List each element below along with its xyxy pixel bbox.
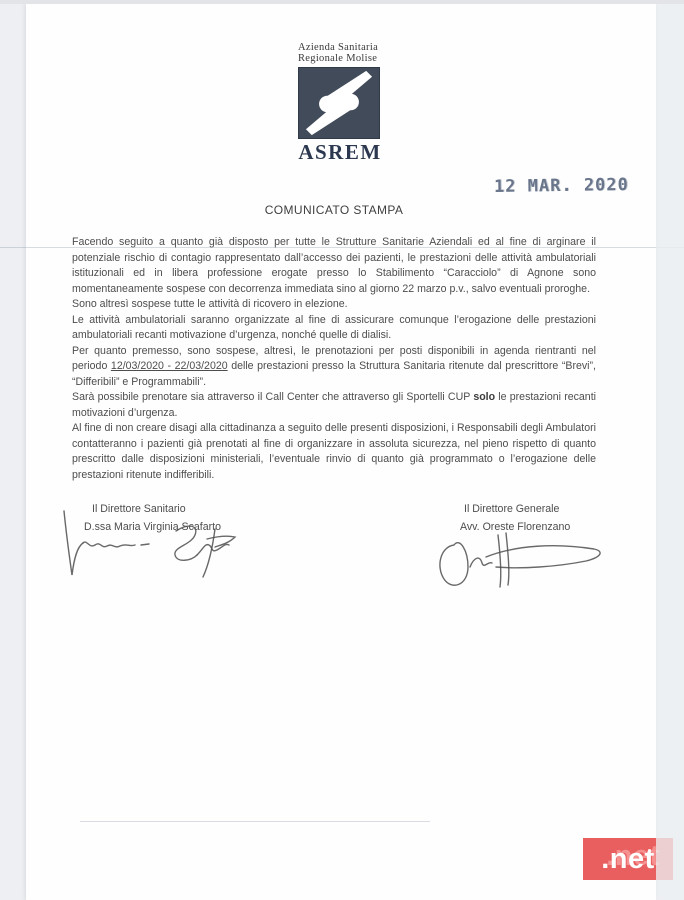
scan-right-margin [656, 0, 684, 900]
asrem-logo [298, 42, 408, 165]
signature-right-name: Avv. Oreste Florenzano [460, 521, 571, 533]
paragraph: Facendo seguito a quanto già disposto per tutte le Strutture Sanitarie Aziendali ed al fine di arginare il potenziale rischio di contagio rappresentato dall’accesso dei pazienti, le prestazioni delle attività ambulatoriali istituzionali ed in libera professione erogate presso lo Stabilimento “Caracciolo” di Agnone sono momentaneamente sospese con decorrenza immediata sino al giorno 22 marzo p.v., salvo eventuali proroghe. [72, 236, 596, 295]
paragraph: Sono altresì sospese tutte le attività di ricovero in elezione. [72, 298, 348, 310]
scan-faint-line [80, 821, 430, 822]
watermark-text: .net [601, 842, 655, 875]
logo-acronym: ASREM [298, 140, 382, 164]
scan-top-edge [0, 0, 684, 4]
paragraph: Sarà possibile prenotare sia attraverso il Call Center che attraverso gli Sportelli CUP solo le prestazioni recanti motivazioni d’urgenza. [72, 391, 596, 419]
date-stamp: 12 MAR. 2020 [493, 175, 629, 197]
asrem-logo-mark-icon [298, 67, 380, 139]
paragraph: Al fine di non creare disagi alla cittadinanza a seguito delle presenti disposizioni, i Responsabili degli Ambulatori contatteranno i pazienti già prenotati al fine di organizzare in assoluta sicurezza, nel pieno rispetto di quanto prescritto dalle disposizioni ministeriali, l’eventuale rinvio di quanto già programmato o l’erogazione delle prestazioni ritenute indifferibili. [72, 422, 596, 481]
paragraph: Per quanto premesso, sono sospese, altresì, le prenotazioni per posti disponibili in agenda rientranti nel periodo 12/03/2020 - 22/03/2020 delle prestazioni presso la Struttura Sanitaria ritenute dal prescrittore “Brevi”, “Differibili” e Programmabili”. [72, 344, 596, 388]
press-release-body [72, 235, 596, 483]
signature-left-name: D.ssa Maria Virginia Scafarto [84, 521, 221, 533]
document-page [26, 4, 656, 900]
handwritten-signature-left [56, 509, 256, 581]
logo-org-line1: Azienda Sanitaria [298, 42, 379, 53]
signature-left-title: Il Direttore Sanitario [92, 503, 186, 515]
page-title: COMUNICATO STAMPA [264, 203, 404, 217]
paragraph: Le attività ambulatoriali saranno organizzate al fine di assicurare comunque l’erogazione delle prestazioni ambulatoriali recanti motivazione d’urgenza, nonché quelle di dialisi. [72, 313, 596, 341]
logo-org-line2: Regionale Molise [298, 53, 378, 64]
signature-right-title: Il Direttore Generale [464, 503, 560, 515]
scan-fold-line [0, 247, 684, 248]
